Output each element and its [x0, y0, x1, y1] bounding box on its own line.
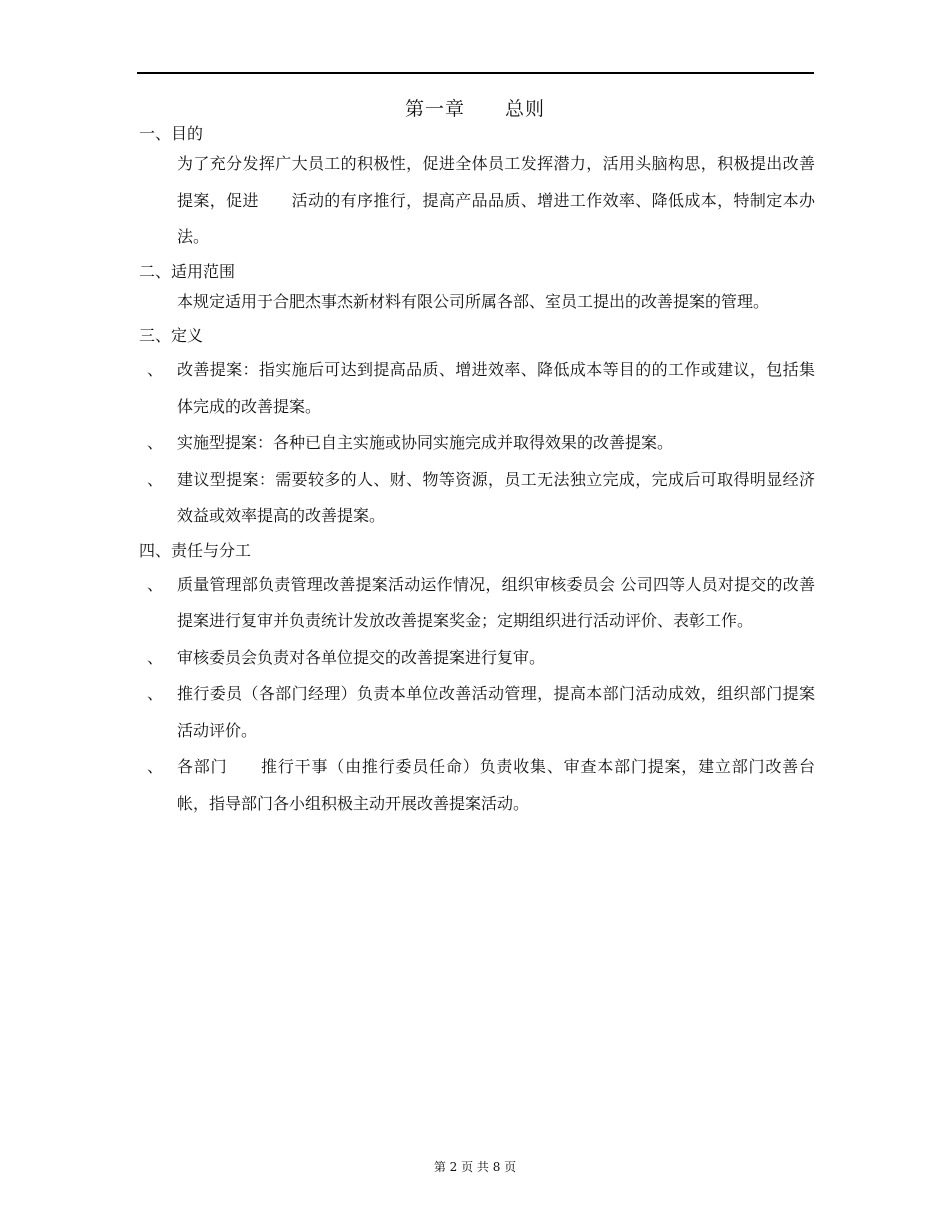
list-bullet: 、 [147, 574, 164, 594]
section-paragraph-purpose: 为了充分发挥广大员工的积极性，促进全体员工发挥潜力，活用头脑构思，积极提出改善提案，促进 活动的有序推行，提高产品品质、增进工作效率、降低成本，特制定本办法。 [177, 154, 815, 246]
list-item-text: 建议型提案：需要较多的人、财、物等资源，员工无法独立完成，完成后可取得明显经济效益或效率提高的改善提案。 [177, 469, 815, 525]
section-heading-scope: 二、适用范围 [139, 261, 236, 281]
list-item [139, 567, 815, 640]
section-heading-definitions: 三、定义 [139, 326, 204, 345]
list-bullet: 、 [147, 360, 164, 379]
list-bullet: 、 [147, 433, 164, 452]
list-item [139, 676, 815, 749]
list-bullet: 、 [147, 469, 164, 489]
chapter-title: 第一章 总则 [404, 98, 545, 120]
list-item-text: 推行委员（各部门经理）负责本单位改善活动管理，提高本部门活动成效，组织部门提案活动评价。 [177, 684, 815, 740]
list-item-text: 各部门 推行干事（由推行委员任命）负责收集、审查本部门提案，建立部门改善台帐，指导部门各小组积极主动开展改善提案活动。 [177, 757, 815, 813]
list-item-text: 改善提案：指实施后可达到提高品质、增进效率、降低成本等目的的工作或建议，包括集体完成的改善提案。 [177, 360, 815, 416]
list-item-text: 质量管理部负责管理改善提案活动运作情况，组织审核委员会 公司四等人员对提交的改善提案进行复审并负责统计发放改善提案奖金；定期组织进行活动评价、表彰工作。 [177, 574, 815, 630]
list-item [139, 749, 815, 822]
list-item [139, 352, 815, 425]
document-body [139, 120, 815, 822]
section-heading-responsibilities: 四、责任与分工 [139, 540, 252, 560]
list-bullet: 、 [147, 647, 164, 667]
list-bullet: 、 [147, 757, 164, 776]
list-item [139, 462, 815, 535]
list-item [139, 640, 815, 677]
list-item [139, 425, 815, 462]
header-rule [137, 72, 814, 74]
page-number-footer: 第 2 页 共 8 页 [433, 1160, 517, 1174]
list-item-text: 审核委员会负责对各单位提交的改善提案进行复审。 [177, 647, 546, 667]
section-paragraph-scope: 本规定适用于合肥杰事杰新材料有限公司所属各部、室员工提出的改善提案的管理。 [177, 291, 770, 311]
section-heading-purpose: 一、目的 [139, 124, 204, 143]
list-item-text: 实施型提案：各种已自主实施或协同实施完成并取得效果的改善提案。 [177, 433, 674, 452]
list-bullet: 、 [147, 684, 164, 703]
